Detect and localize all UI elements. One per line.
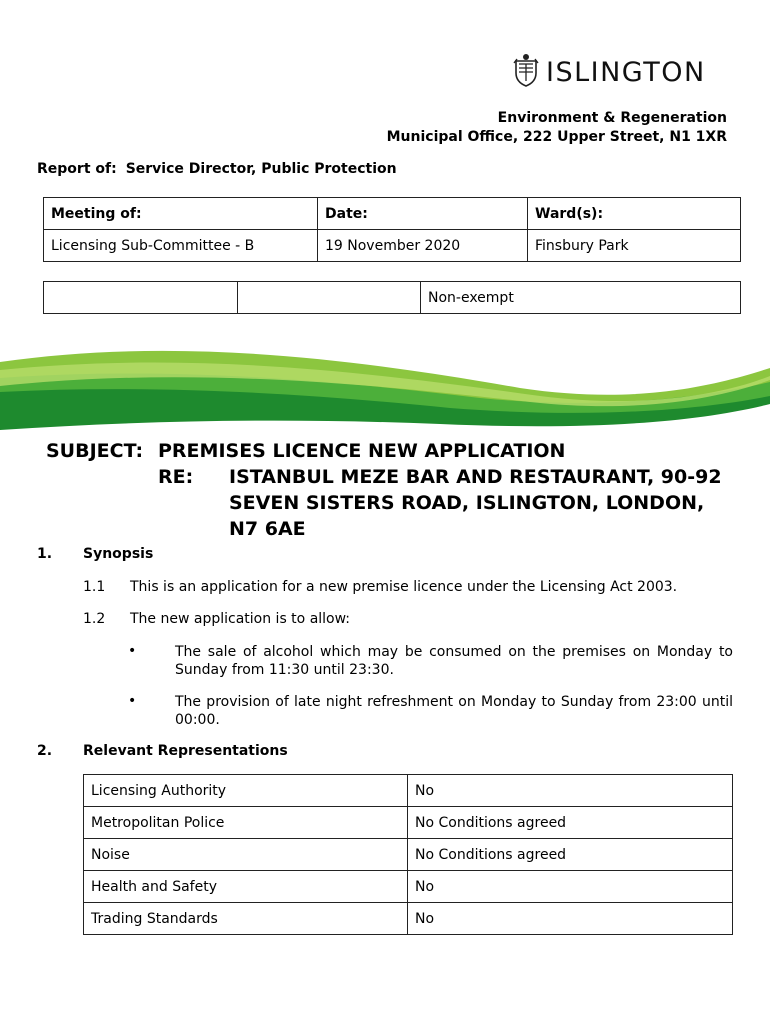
section-2-number: 2. bbox=[37, 743, 53, 759]
meeting-of-header: Meeting of: bbox=[44, 198, 318, 230]
green-wave-banner bbox=[0, 340, 770, 430]
wards-value: Finsbury Park bbox=[528, 230, 741, 262]
table-row bbox=[84, 839, 733, 871]
report-of-label: Report of: bbox=[37, 161, 117, 177]
re-line-3: N7 6AE bbox=[229, 518, 306, 540]
bullet-icon: • bbox=[128, 643, 137, 659]
subject-block bbox=[46, 438, 722, 542]
table-row bbox=[84, 903, 733, 935]
rep-party: Health and Safety bbox=[84, 871, 408, 903]
rep-party: Licensing Authority bbox=[84, 775, 408, 807]
islington-logo bbox=[512, 52, 706, 92]
logo-text: ISLINGTON bbox=[546, 56, 706, 88]
rep-party: Noise bbox=[84, 839, 408, 871]
re-line-1: ISTANBUL MEZE BAR AND RESTAURANT, 90-92 bbox=[229, 466, 722, 488]
report-of-value: Service Director, Public Protection bbox=[125, 161, 397, 177]
bullet-item: The sale of alcohol which may be consumed on the premises on Monday to Sunday from 11:30 until 23:30. bbox=[175, 644, 733, 678]
crest-icon bbox=[512, 53, 540, 91]
subject-label: SUBJECT: bbox=[46, 440, 144, 462]
re-line-2: SEVEN SISTERS ROAD, ISLINGTON, LONDON, bbox=[229, 492, 705, 514]
exempt-row bbox=[44, 282, 741, 314]
rep-response: No bbox=[408, 775, 733, 807]
table-row bbox=[84, 871, 733, 903]
rep-party: Trading Standards bbox=[84, 903, 408, 935]
meeting-value-row bbox=[44, 230, 741, 262]
exempt-cell-1 bbox=[44, 282, 238, 314]
bullet-item: The provision of late night refreshment on Monday to Sunday from 23:00 until 00:00. bbox=[175, 694, 733, 728]
rep-party: Metropolitan Police bbox=[84, 807, 408, 839]
para-1-2-number: 1.2 bbox=[83, 611, 106, 627]
table-row bbox=[84, 807, 733, 839]
para-1-2-text: The new application is to allow: bbox=[130, 611, 351, 627]
para-1-1-number: 1.1 bbox=[83, 579, 106, 595]
date-value: 19 November 2020 bbox=[318, 230, 528, 262]
rep-response: No Conditions agreed bbox=[408, 839, 733, 871]
exempt-status: Non-exempt bbox=[421, 282, 741, 314]
section-2-title: Relevant Representations bbox=[83, 743, 288, 759]
representations-table bbox=[83, 774, 733, 935]
date-header: Date: bbox=[318, 198, 528, 230]
exempt-cell-2 bbox=[238, 282, 421, 314]
wards-header: Ward(s): bbox=[528, 198, 741, 230]
section-1-number: 1. bbox=[37, 546, 53, 562]
re-label: RE: bbox=[158, 466, 194, 488]
exempt-table bbox=[43, 281, 741, 314]
rep-response: No bbox=[408, 903, 733, 935]
para-1-1-text: This is an application for a new premise licence under the Licensing Act 2003. bbox=[130, 579, 678, 595]
meeting-table bbox=[43, 197, 741, 262]
table-row bbox=[84, 775, 733, 807]
section-1-title: Synopsis bbox=[83, 546, 154, 562]
bullet-icon: • bbox=[128, 693, 137, 709]
meeting-of-value: Licensing Sub-Committee - B bbox=[44, 230, 318, 262]
rep-response: No bbox=[408, 871, 733, 903]
subject-title: PREMISES LICENCE NEW APPLICATION bbox=[158, 440, 566, 462]
office-address: Municipal Office, 222 Upper Street, N1 1XR bbox=[386, 129, 727, 145]
department-name: Environment & Regeneration bbox=[497, 110, 727, 126]
report-of bbox=[37, 161, 397, 177]
rep-response: No Conditions agreed bbox=[408, 807, 733, 839]
meeting-header-row bbox=[44, 198, 741, 230]
